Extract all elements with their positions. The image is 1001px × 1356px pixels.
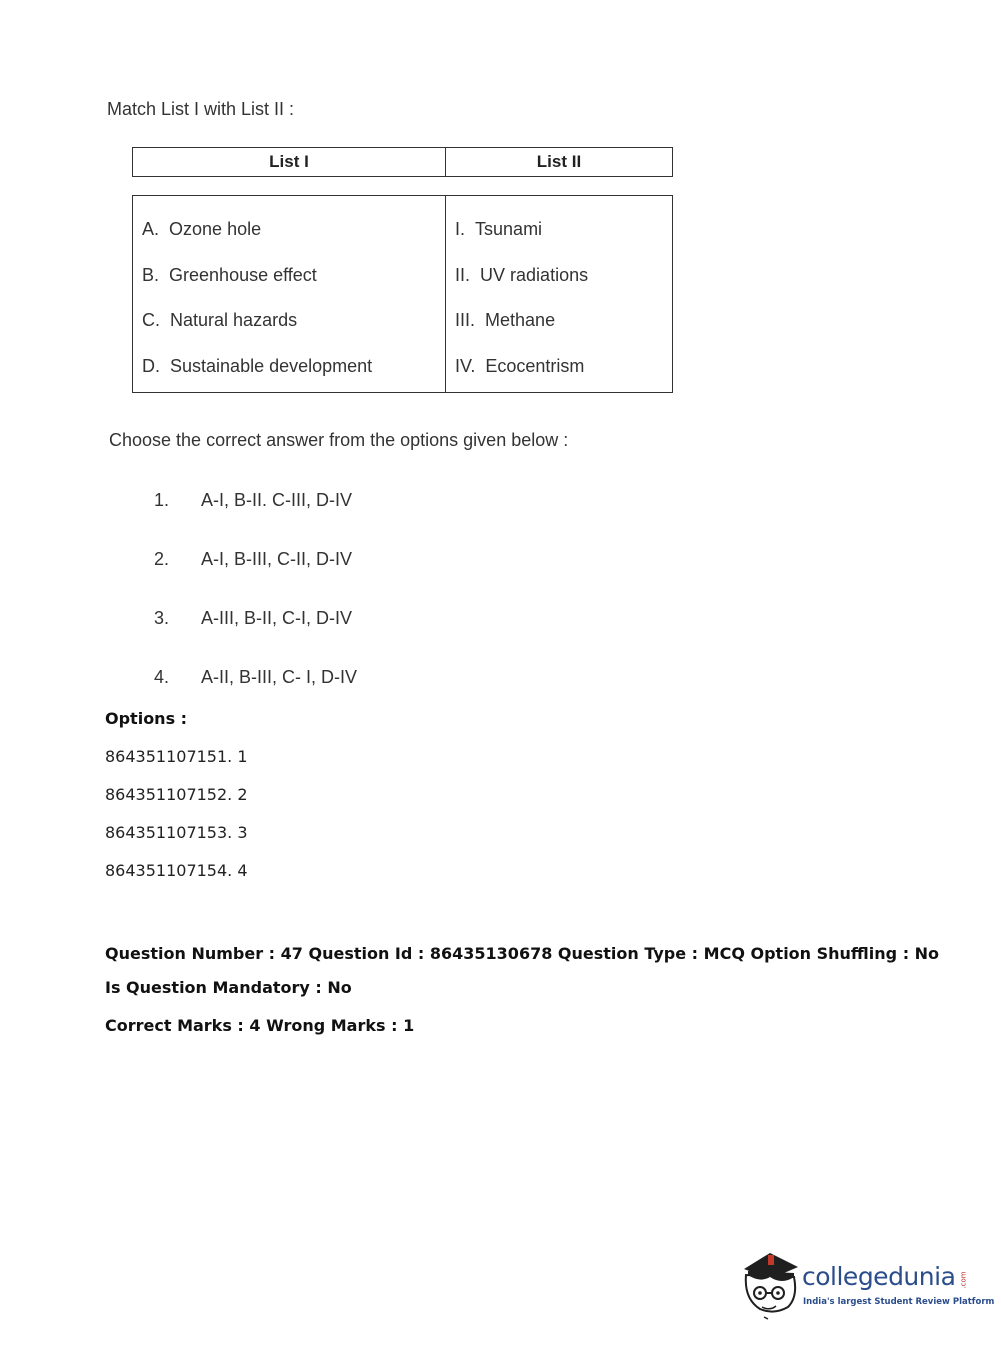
list2-item: I. Tsunami — [455, 219, 543, 239]
option-id: 864351107153. 3 — [105, 823, 248, 842]
option-id: 864351107154. 4 — [105, 861, 248, 880]
option-id: 864351107151. 1 — [105, 747, 248, 766]
option-id: 864351107152. 2 — [105, 785, 248, 804]
list2-item: II. UV radiations — [455, 265, 589, 285]
choose-instruction: Choose the correct answer from the options given below : — [109, 430, 569, 450]
question-mandatory: Is Question Mandatory : No — [105, 978, 352, 997]
match-table — [132, 195, 673, 393]
logo-brand-text: collegedunia — [802, 1262, 956, 1291]
list2-item: IV. Ecocentrism — [455, 356, 585, 376]
list1-item: A. Ozone hole — [142, 219, 262, 239]
list2-item: III. Methane — [455, 310, 556, 330]
list1-item: D. Sustainable development — [142, 356, 373, 376]
logo-suffix: .com — [959, 1271, 968, 1289]
list2-column — [446, 196, 672, 392]
options-heading: Options : — [105, 709, 188, 728]
list1-item: B. Greenhouse effect — [142, 265, 317, 285]
list1-item: C. Natural hazards — [142, 310, 298, 330]
question-meta-line: Question Number : 47 Question Id : 86435130678 Question Type : MCQ Option Shuffling : No — [105, 944, 940, 963]
list1-header: List I — [133, 148, 446, 176]
logo-tagline: India's largest Student Review Platform — [803, 1297, 995, 1307]
question-intro: Match List I with List II : — [107, 99, 295, 119]
question-marks: Correct Marks : 4 Wrong Marks : 1 — [105, 1016, 415, 1035]
list-header-table — [132, 147, 673, 177]
list1-column — [133, 196, 446, 392]
list2-header: List II — [536, 152, 582, 171]
